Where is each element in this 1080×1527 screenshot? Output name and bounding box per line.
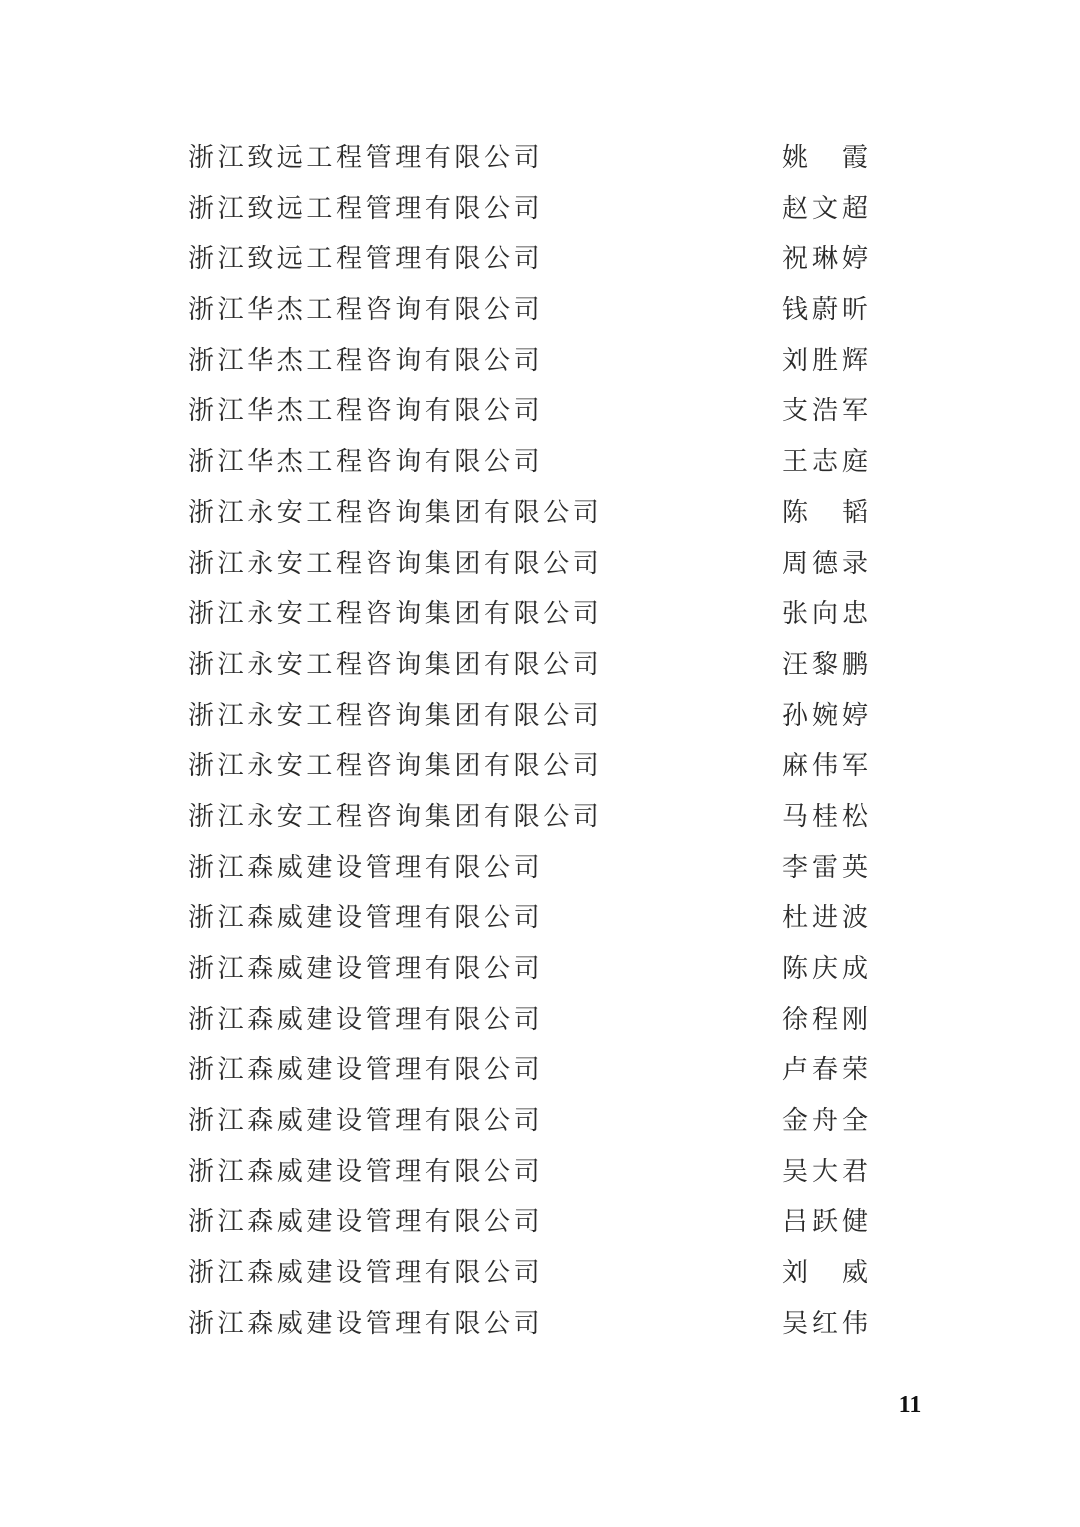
company-name: 浙江永安工程咨询集团有限公司 [188, 497, 603, 528]
list-item [188, 691, 888, 742]
company-name: 浙江森威建设管理有限公司 [188, 1156, 544, 1187]
person-name: 吕跃健 [782, 1207, 868, 1238]
company-name: 浙江华杰工程咨询有限公司 [188, 396, 544, 427]
person-name: 支浩军 [782, 396, 868, 427]
company-name: 浙江森威建设管理有限公司 [188, 852, 544, 883]
list-item [188, 1096, 888, 1147]
company-name: 浙江森威建设管理有限公司 [188, 954, 544, 984]
list-item [188, 893, 888, 944]
company-name: 浙江永安工程咨询集团有限公司 [188, 548, 603, 579]
list-item [188, 843, 888, 894]
personnel-list [188, 133, 888, 1350]
company-name: 浙江永安工程咨询集团有限公司 [188, 700, 603, 731]
company-name: 浙江致远工程管理有限公司 [188, 193, 544, 224]
list-item [188, 792, 888, 843]
person-name: 刘胜辉 [782, 345, 868, 376]
company-name: 浙江森威建设管理有限公司 [188, 1308, 544, 1339]
list-item [188, 1147, 888, 1198]
list-item [188, 640, 888, 691]
list-item [188, 539, 888, 590]
person-name: 祝琳婷 [782, 244, 868, 275]
list-item [188, 234, 888, 285]
person-name: 杜进波 [782, 903, 868, 934]
person-name: 徐程刚 [782, 1004, 868, 1035]
list-item [188, 741, 888, 792]
company-name: 浙江森威建设管理有限公司 [188, 1106, 544, 1137]
company-name: 浙江永安工程咨询集团有限公司 [188, 649, 603, 680]
list-item [188, 285, 888, 336]
list-item [188, 1197, 888, 1248]
company-name: 浙江致远工程管理有限公司 [188, 244, 544, 275]
person-name: 姚 霞 [782, 143, 868, 173]
person-name: 卢春荣 [782, 1055, 868, 1086]
person-name: 汪黎鹏 [782, 649, 868, 680]
company-name: 浙江致远工程管理有限公司 [188, 143, 544, 173]
list-item [188, 184, 888, 235]
list-item [188, 589, 888, 640]
list-item [188, 1045, 888, 1096]
company-name: 浙江永安工程咨询集团有限公司 [188, 751, 603, 782]
company-name: 浙江森威建设管理有限公司 [188, 903, 544, 934]
page-number: 11 [898, 1392, 922, 1418]
person-name: 吴红伟 [782, 1308, 868, 1339]
list-item [188, 995, 888, 1046]
company-name: 浙江森威建设管理有限公司 [188, 1258, 544, 1289]
person-name: 钱蔚昕 [782, 295, 868, 326]
company-name: 浙江森威建设管理有限公司 [188, 1004, 544, 1035]
person-name: 孙婉婷 [782, 700, 868, 731]
person-name: 王志庭 [782, 447, 868, 478]
person-name: 麻伟军 [782, 751, 868, 782]
company-name: 浙江华杰工程咨询有限公司 [188, 345, 544, 376]
person-name: 周德录 [782, 548, 868, 579]
list-item [188, 386, 888, 437]
person-name: 马桂松 [782, 801, 868, 832]
person-name: 金舟全 [782, 1106, 868, 1137]
company-name: 浙江永安工程咨询集团有限公司 [188, 599, 603, 630]
person-name: 陈庆成 [782, 954, 868, 984]
person-name: 吴大君 [782, 1156, 868, 1187]
company-name: 浙江华杰工程咨询有限公司 [188, 295, 544, 326]
company-name: 浙江森威建设管理有限公司 [188, 1055, 544, 1086]
person-name: 张向忠 [782, 599, 868, 630]
company-name: 浙江永安工程咨询集团有限公司 [188, 801, 603, 832]
list-item [188, 944, 888, 995]
person-name: 陈 韬 [782, 497, 868, 528]
list-item [188, 133, 888, 184]
list-item [188, 336, 888, 387]
person-name: 赵文超 [782, 193, 868, 224]
list-item [188, 1248, 888, 1299]
company-name: 浙江华杰工程咨询有限公司 [188, 447, 544, 478]
company-name: 浙江森威建设管理有限公司 [188, 1207, 544, 1238]
list-item [188, 1299, 888, 1350]
list-item [188, 437, 888, 488]
list-item [188, 488, 888, 539]
person-name: 李雷英 [782, 852, 868, 883]
person-name: 刘 威 [782, 1258, 868, 1289]
